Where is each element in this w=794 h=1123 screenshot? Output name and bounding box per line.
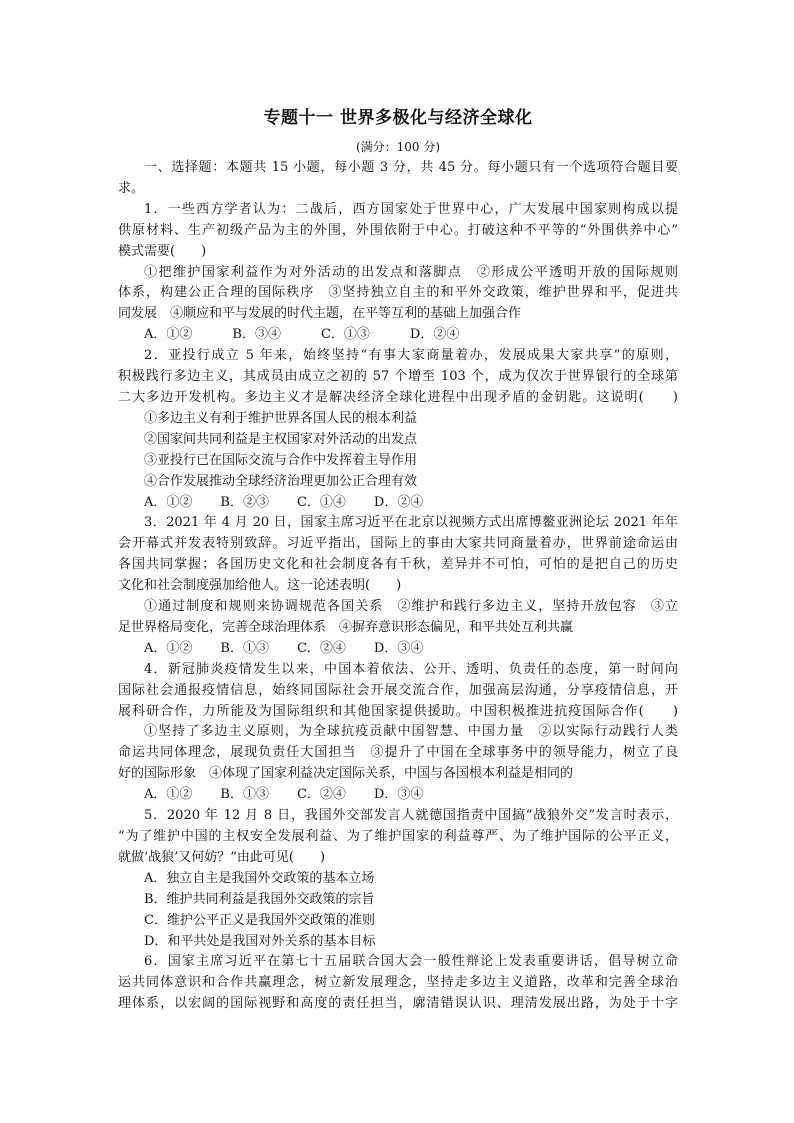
question-text: 5．2020 年 12 月 8 日，我国外交部发言人就德国指责中国搞“战狼外交”发言时表示， bbox=[144, 808, 678, 824]
answer-options bbox=[118, 493, 678, 514]
statement-text: ①多边主义有利于维护世界各国人民的根本利益 bbox=[144, 410, 418, 426]
option-c: C．②④ bbox=[296, 640, 346, 656]
choice-b: B．维护共同利益是我国外交政策的宗旨 bbox=[144, 891, 375, 907]
question-text: 展科研合作，力所能及为国际组织和其他国家提供援助。中国积极推进抗疫国际合作( ) bbox=[118, 703, 678, 719]
option-a: A．①② bbox=[144, 640, 193, 656]
question-text: 就做‘战狼’又何妨？”由此可见( ) bbox=[118, 849, 326, 865]
choice-c: C．维护公平正义是我国外交政策的准则 bbox=[144, 912, 375, 928]
document-page bbox=[118, 100, 678, 1015]
statement-text: ①把维护国家利益作为对外活动的出发点和落脚点 ②形成公平透明开放的国际规则 bbox=[144, 264, 678, 280]
answer-options bbox=[118, 785, 678, 806]
question-text: 各国共同掌握；各国历史文化和社会制度各有千秋，差异并不可怕，可怕的是把自己的历史 bbox=[118, 557, 678, 573]
option-a: A．①② bbox=[144, 327, 193, 343]
question-4 bbox=[118, 660, 678, 806]
option-a: A．①② bbox=[144, 494, 193, 510]
question-6 bbox=[118, 952, 678, 1015]
question-text: 理体系，以宏阔的国际视野和高度的责任担当，廓清错误认识、理清发展出路，为处于十字 bbox=[118, 996, 678, 1012]
answer-options bbox=[118, 325, 678, 346]
statement-text: ②国家间共同利益是主权国家对外活动的出发点 bbox=[144, 431, 418, 447]
choice-d: D．和平共处是我国对外关系的基本目标 bbox=[144, 933, 376, 949]
question-2 bbox=[118, 346, 678, 513]
question-text: 二大多边开发机构。多边主义才是解决经济全球化进程中出现矛盾的金钥匙。这说明( ) bbox=[118, 389, 678, 405]
answer-options bbox=[118, 639, 678, 660]
option-d: D．③④ bbox=[373, 640, 424, 656]
option-b: B．①③ bbox=[220, 787, 269, 803]
question-text: 1．一些西方学者认为：二战后，西方国家处于世界中心，广大发展中国家则构成以提 bbox=[144, 201, 678, 217]
option-d: D．③④ bbox=[373, 787, 424, 803]
statement-text: 好的国际形象 ④体现了国家利益决定国际关系，中国与各国根本利益是相同的 bbox=[118, 766, 574, 782]
question-text: 2．亚投行成立 5 年来，始终坚持“有事大家商量着办，发展成果大家共享”的原则， bbox=[144, 348, 678, 364]
question-text: 会开幕式并发表特别致辞。习近平指出，国际上的事由大家共同商量着办，世界前途命运由 bbox=[118, 536, 678, 552]
full-score: (满分：100 分) bbox=[355, 140, 441, 154]
question-5 bbox=[118, 806, 678, 952]
option-b: B．③④ bbox=[232, 327, 281, 343]
question-text: 运共同体意识和合作共赢理念，树立新发展理念，坚持走多边主义道路，改革和完善全球治 bbox=[118, 975, 678, 991]
statement-text: 命运共同体理念，展现负责任大国担当 ③提升了中国在全球事务中的领导能力，树立了良 bbox=[118, 745, 678, 761]
statement-text: 体系，构建公正合理的国际秩序 ③坚持独立自主的和平外交政策，维护世界和平，促进共 bbox=[118, 285, 678, 301]
question-text: 文化和社会制度强加给他人。这一论述表明( ) bbox=[118, 578, 402, 594]
section-instruction-cont: 求。 bbox=[118, 180, 145, 196]
choice-a: A．独立自主是我国外交政策的基本立场 bbox=[144, 870, 375, 886]
statement-text: ③亚投行已在国际交流与合作中发挥着主导作用 bbox=[144, 452, 418, 468]
page-title: 专题十一 世界多极化与经济全球化 bbox=[263, 108, 533, 128]
question-text: 国际社会通报疫情信息，始终同国际社会开展交流合作，加强高层沟通，分享疫情信息，开 bbox=[118, 682, 678, 698]
option-c: C．②④ bbox=[296, 787, 346, 803]
option-b: B．①③ bbox=[220, 640, 269, 656]
statement-text: ④合作发展推动全球经济治理更加公正合理有效 bbox=[144, 473, 418, 489]
option-d: D．②④ bbox=[409, 327, 460, 343]
question-text: 模式需要( ) bbox=[118, 243, 207, 259]
question-text: 积极践行多边主义，其成员由成立之初的 57 个增至 103 个，成为仅次于世界银行的全球第 bbox=[118, 369, 678, 385]
option-b: B．②③ bbox=[220, 494, 269, 510]
statement-text: ①坚持了多边主义原则，为全球抗疫贡献中国智慧、中国力量 ②以实际行动践行人类 bbox=[144, 724, 678, 740]
option-d: D．②④ bbox=[373, 494, 424, 510]
statement-text: 足世界格局变化，完善全球治理体系 ④摒弃意识形态偏见，和平共处互利共赢 bbox=[118, 619, 574, 635]
section-instruction: 一、选择题：本题共 15 小题，每小题 3 分，共 45 分。每小题只有一个选项符合题目要 bbox=[144, 160, 678, 175]
question-text: 供原材料、生产初级产品为主的外围，外围依附于中心。打破这种不平等的“外围供养中心” bbox=[118, 222, 678, 238]
statement-text: ①通过制度和规则来协调规范各国关系 ②维护和践行多边主义，坚持开放包容 ③立 bbox=[144, 599, 678, 615]
question-text: 6．国家主席习近平在第七十五届联合国大会一般性辩论上发表重要讲话，倡导树立命 bbox=[144, 954, 678, 970]
option-c: C．①③ bbox=[320, 327, 370, 343]
question-text: 3．2021 年 4 月 20 日，国家主席习近平在北京以视频方式出席博鳌亚洲论坛 2021 年年 bbox=[144, 515, 678, 531]
question-1 bbox=[118, 200, 678, 346]
question-text: 4．新冠肺炎疫情发生以来，中国本着依法、公开、透明、负责任的态度，第一时间向 bbox=[144, 661, 678, 677]
question-text: “为了维护中国的主权安全发展利益、为了维护国家的利益尊严、为了维护国际的公平正义， bbox=[118, 829, 678, 844]
option-c: C．①④ bbox=[296, 494, 346, 510]
statement-text: 同发展 ④顺应和平与发展的时代主题，在平等互利的基础上加强合作 bbox=[118, 306, 522, 322]
question-3 bbox=[118, 513, 678, 659]
option-a: A．①② bbox=[144, 787, 193, 803]
